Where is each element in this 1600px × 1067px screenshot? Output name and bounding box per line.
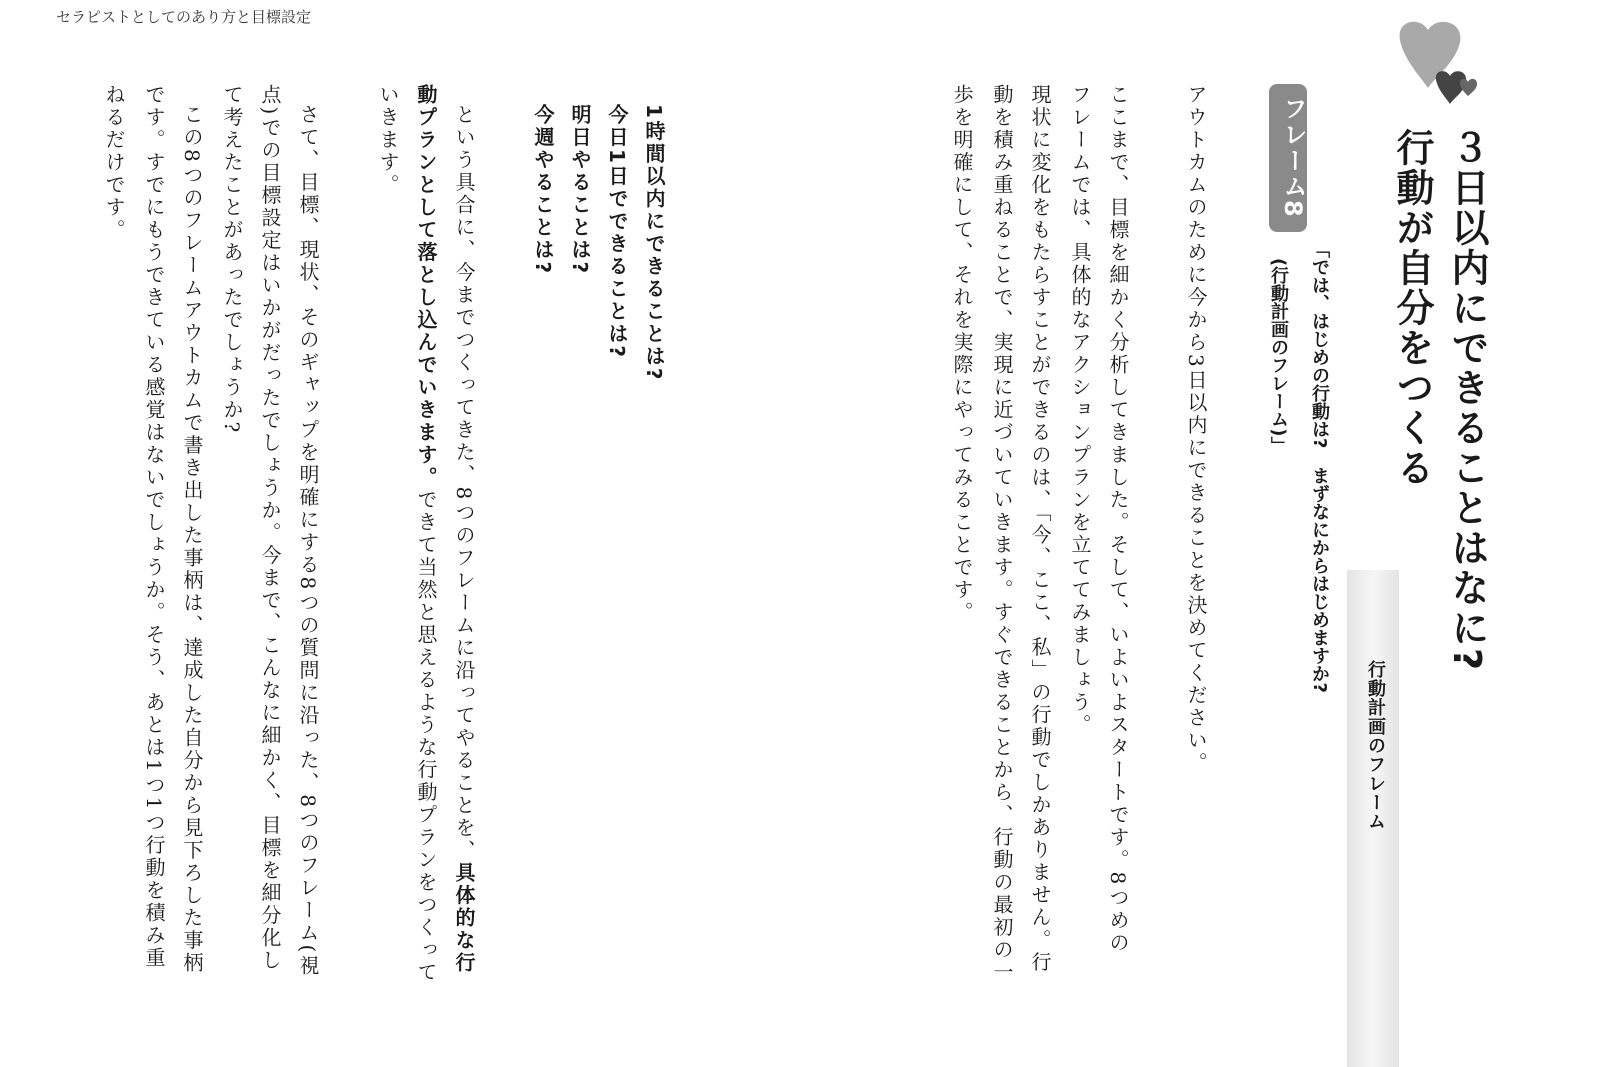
body-line: 歩を明確にして、それを実際にやってみることです。 (950, 84, 974, 624)
heart-decoration-icon (1392, 18, 1488, 114)
action-question-3: 明日やることは? (568, 104, 592, 276)
body-line: 動を積み重ねることで、実現に近づいていきます。すぐできることから、行動の最初の一 (990, 84, 1014, 984)
frame-question: 「では、はじめの行動は? まずなにからはじめますか? (1309, 240, 1330, 693)
body-line: 現状に変化をもたらすことができるのは、「今、ここ、私」の行動でしかありません。行 (1028, 84, 1052, 974)
action-question-1: 1時間以内にできることは? (642, 104, 666, 383)
body-line: て考えたことがあったでしょうか? (220, 84, 244, 435)
body-line: ここまで、目標を細かく分析してきました。そして、いよいよスタートです。8つめの (1106, 84, 1130, 955)
body-line: さて、目標、現状、そのギャップを明確にする8つの質問に沿った、8つのフレーム(視 (296, 104, 320, 978)
body-emphasis: 動プランとして落とし込んでいきます。 (414, 84, 438, 489)
body-text: という具合に、今までつくってきた、8つのフレームに沿ってやることを、 (452, 104, 476, 862)
running-head: セラピストとしてのあり方と目標設定 (56, 8, 312, 26)
body-line: この8つのフレームアウトカムで書き出した事柄は、達成した自分から見下ろした事柄 (180, 104, 204, 975)
body-emphasis: 具体的な行 (452, 861, 476, 975)
body-line (410, 84, 442, 984)
frame-badge-label: フレーム8 (1279, 96, 1307, 219)
body-line: ねるだけです。 (102, 84, 126, 242)
action-question-4: 今週やることは? (531, 104, 555, 276)
body-line (448, 104, 480, 974)
body-line: いきます。 (376, 84, 400, 197)
chapter-title-line2: 行動が自分をつくる (1390, 128, 1434, 488)
body-line: フレームでは、具体的なアクションプランを立ててみましょう。 (1068, 84, 1092, 737)
chapter-title-line1: ３日以内にできることはなに? (1445, 128, 1489, 673)
body-text: できて当然と思えるような行動プランをつくって (414, 489, 438, 984)
side-label: 行動計画のフレーム (1365, 660, 1386, 831)
frame-subtitle: (行動計画のフレーム)」 (1268, 258, 1289, 455)
action-question-2: 今日1日でできることは? (605, 104, 629, 360)
body-paragraph-1: アウトカムのために今から3日以内にできることを決めてください。 (1184, 84, 1208, 775)
body-line: です。すでにもうできている感覚はないでしょうか。そう、あとは1つ1つ行動を積み重 (142, 84, 166, 970)
body-line: 点)での目標設定はいかがだったでしょうか。今まで、こんなに細かく、目標を細分化し (258, 84, 282, 972)
